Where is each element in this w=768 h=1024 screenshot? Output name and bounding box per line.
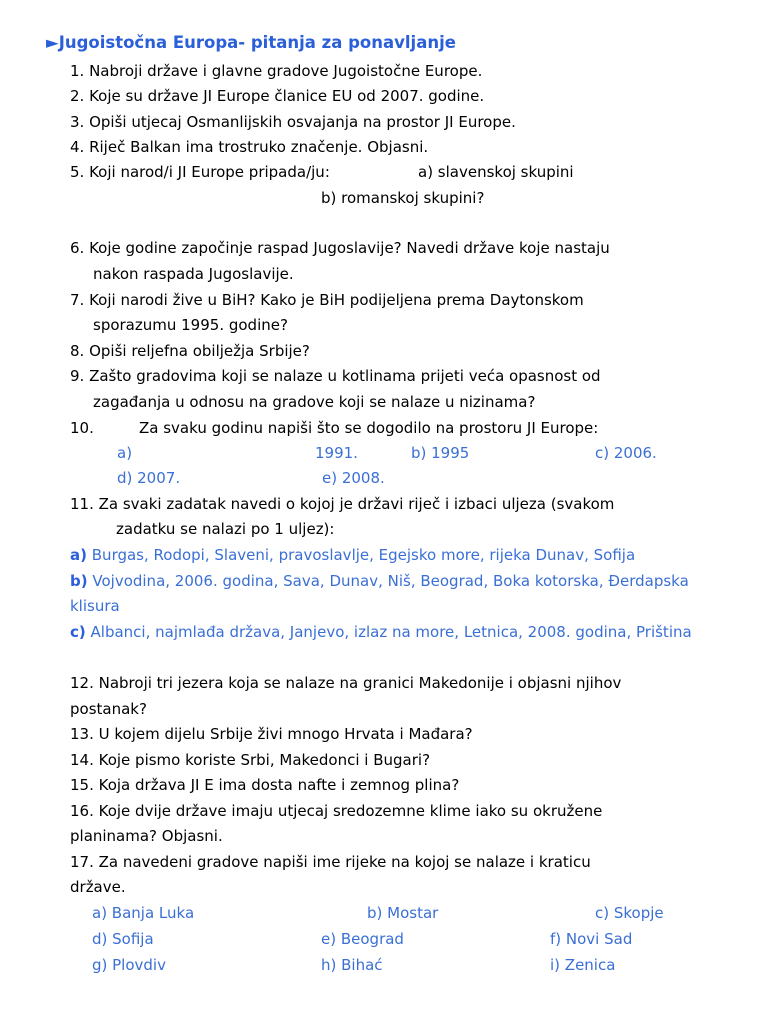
question-11-item-a-text: Burgas, Rodopi, Slaveni, pravoslavlje, Egejsko more, rijeka Dunav, Sofija [91,546,636,564]
question-2: 2. Koje su države JI Europe članice EU od 2007. godine. [70,87,485,105]
question-17-city-f: f) Novi Sad [550,930,633,948]
question-5: 5. Koji narod/i JI Europe pripada/ju: [70,163,330,181]
question-11-item-b [70,571,689,591]
question-11-item-b-label: b) [70,572,88,590]
question-17-city-b: b) Mostar [367,904,439,922]
question-17-city-c: c) Skopje [595,904,664,922]
question-8: 8. Opiši reljefna obilježja Srbije? [70,342,310,360]
question-10-year-1991: 1991. [315,444,358,462]
question-7-line-1: 7. Koji narodi žive u BiH? Kako je BiH podijeljena prema Daytonskom [70,291,584,309]
question-11-item-c [70,622,692,642]
question-11-item-b-continued: klisura [70,597,120,615]
question-17-city-a: a) Banja Luka [92,904,195,922]
question-14: 14. Koje pismo koriste Srbi, Makedonci i Bugari? [70,751,431,769]
question-10-text: Za svaku godinu napiši što se dogodilo na prostoru JI Europe: [139,419,599,437]
question-17-line-1: 17. Za navedeni gradove napiši ime rijeke na kojoj se nalaze i kraticu [70,853,591,871]
question-10-number: 10. [70,419,94,437]
question-12-line-2: postanak? [70,700,147,718]
question-9-line-2: zagađanja u odnosu na gradove koji se nalaze u nizinama? [93,393,536,411]
question-15: 15. Koja država JI E ima dosta nafte i zemnog plina? [70,776,460,794]
question-17-line-2: države. [70,878,126,896]
question-5-option-a: a) slavenskoj skupini [418,163,574,181]
question-11-item-a [70,545,635,565]
question-10-option-a: a) [117,444,133,462]
question-11-item-a-label: a) [70,546,87,564]
question-5-option-b: b) romanskoj skupini? [321,189,485,207]
question-11-item-c-label: c) [70,623,86,641]
question-17-city-d: d) Sofija [92,930,154,948]
question-17-city-e: e) Beograd [321,930,404,948]
question-11-item-c-text: Albanci, najmlađa država, Janjevo, izlaz na more, Letnica, 2008. godina, Priština [90,623,692,641]
question-17-city-g: g) Plovdiv [92,956,166,974]
question-10-option-d: d) 2007. [117,469,181,487]
question-7-line-2: sporazumu 1995. godine? [93,316,288,334]
question-10-option-e: e) 2008. [322,469,385,487]
question-10-option-c: c) 2006. [595,444,657,462]
question-17-city-i: i) Zenica [550,956,616,974]
question-13: 13. U kojem dijelu Srbije živi mnogo Hrvata i Mađara? [70,725,473,743]
question-17-city-h: h) Bihać [321,956,383,974]
question-4: 4. Riječ Balkan ima trostruko značenje. Objasni. [70,138,429,156]
question-11-item-b-text: Vojvodina, 2006. godina, Sava, Dunav, Niš, Beograd, Boka kotorska, Đerdapska [92,572,689,590]
question-11-line-1: 11. Za svaki zadatak navedi o kojoj je državi riječ i izbaci uljeza (svakom [70,495,615,513]
question-3: 3. Opiši utjecaj Osmanlijskih osvajanja na prostor JI Europe. [70,113,516,131]
question-12-line-1: 12. Nabroji tri jezera koja se nalaze na granici Makedonije i objasni njihov [70,674,622,692]
question-6-line-2: nakon raspada Jugoslavije. [93,265,294,283]
question-1: 1. Nabroji države i glavne gradove Jugoistočne Europe. [70,62,483,80]
question-16-line-2: planinama? Objasni. [70,827,223,845]
page-title: ►Jugoistočna Europa- pitanja za ponavljanje [46,33,456,52]
question-16-line-1: 16. Koje dvije države imaju utjecaj sredozemne klime iako su okružene [70,802,603,820]
question-10-option-b: b) 1995 [411,444,470,462]
question-9-line-1: 9. Zašto gradovima koji se nalaze u kotlinama prijeti veća opasnost od [70,367,601,385]
question-6-line-1: 6. Koje godine započinje raspad Jugoslavije? Navedi države koje nastaju [70,239,610,257]
question-11-line-2: zadatku se nalazi po 1 uljez): [116,520,335,538]
